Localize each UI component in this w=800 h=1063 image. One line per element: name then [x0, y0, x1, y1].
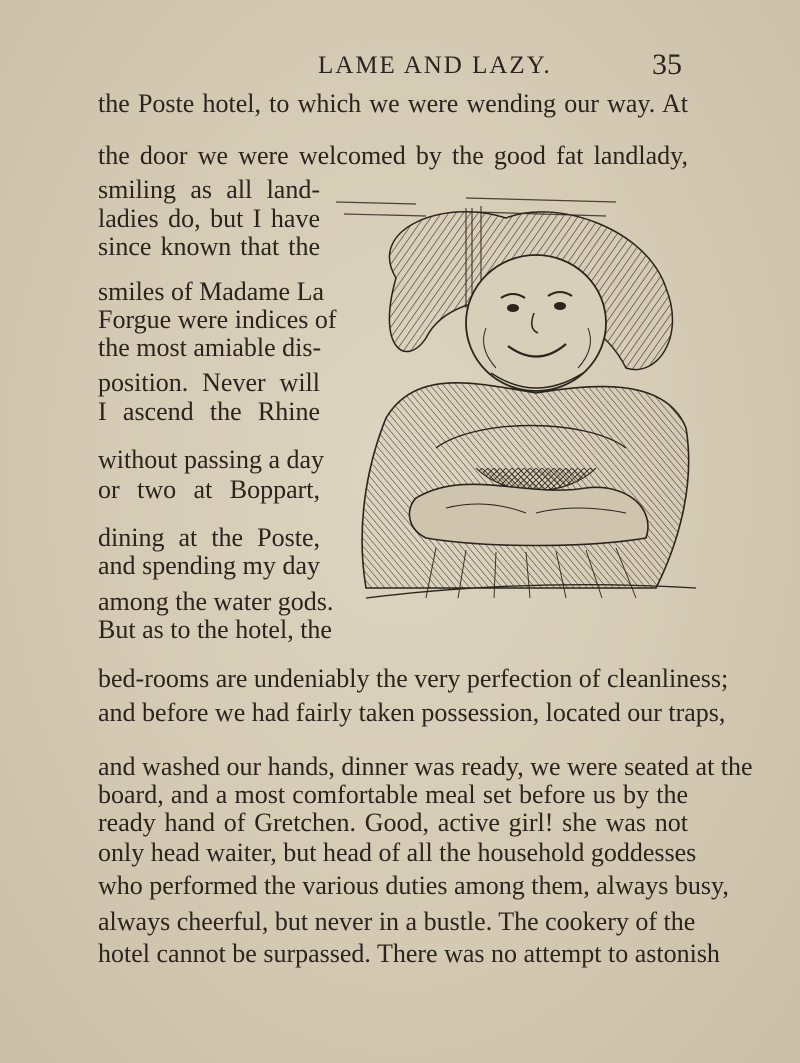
text-line: who performed the various duties among them, always busy,	[98, 871, 729, 900]
text-line: and washed our hands, dinner was ready, we were seated at the	[98, 752, 753, 781]
text-line: smiles of Madame La	[98, 277, 324, 306]
text-line: only head waiter, but head of all the household goddesses	[98, 838, 697, 867]
text-line: board, and a most comfortable meal set before us by the	[98, 780, 688, 809]
text-line: without passing a day	[98, 445, 325, 474]
text-line: dining at the Poste,	[98, 523, 320, 552]
landlady-engraving	[326, 168, 700, 616]
text-line: position. Never will	[98, 368, 320, 397]
arms	[409, 484, 648, 545]
text-line: or two at Boppart,	[98, 475, 320, 504]
text-line: since known that the	[98, 232, 320, 261]
text-line: Forgue were indices of	[98, 305, 337, 334]
text-line: ladies do, but I have	[98, 204, 320, 233]
text-line: bed-rooms are undeniably the very perfection of cleanliness;	[98, 664, 729, 693]
text-line: always cheerful, but never in a bustle. The cookery of the	[98, 907, 696, 936]
text-line: the Poste hotel, to which we were wending our way. At	[98, 89, 688, 118]
text-line: the most amiable dis-	[98, 333, 322, 362]
text-line: and before we had fairly taken possession, located our traps,	[98, 698, 726, 727]
text-line: the door we were welcomed by the good fat landlady,	[98, 141, 688, 170]
text-line: I ascend the Rhine	[98, 397, 320, 426]
running-title: LAME AND LAZY.	[318, 52, 552, 79]
text-line: ready hand of Gretchen. Good, active girl! she was not	[98, 808, 688, 837]
text-line: and spending my day	[98, 551, 320, 580]
text-line: hotel cannot be surpassed. There was no attempt to astonish	[98, 939, 720, 968]
page-number: 35	[652, 48, 682, 81]
text-line: among the water gods.	[98, 587, 334, 616]
landlady-illustration	[326, 168, 700, 616]
text-line: smiling as all land-	[98, 175, 320, 204]
face	[466, 255, 606, 391]
text-line: But as to the hotel, the	[98, 615, 332, 644]
